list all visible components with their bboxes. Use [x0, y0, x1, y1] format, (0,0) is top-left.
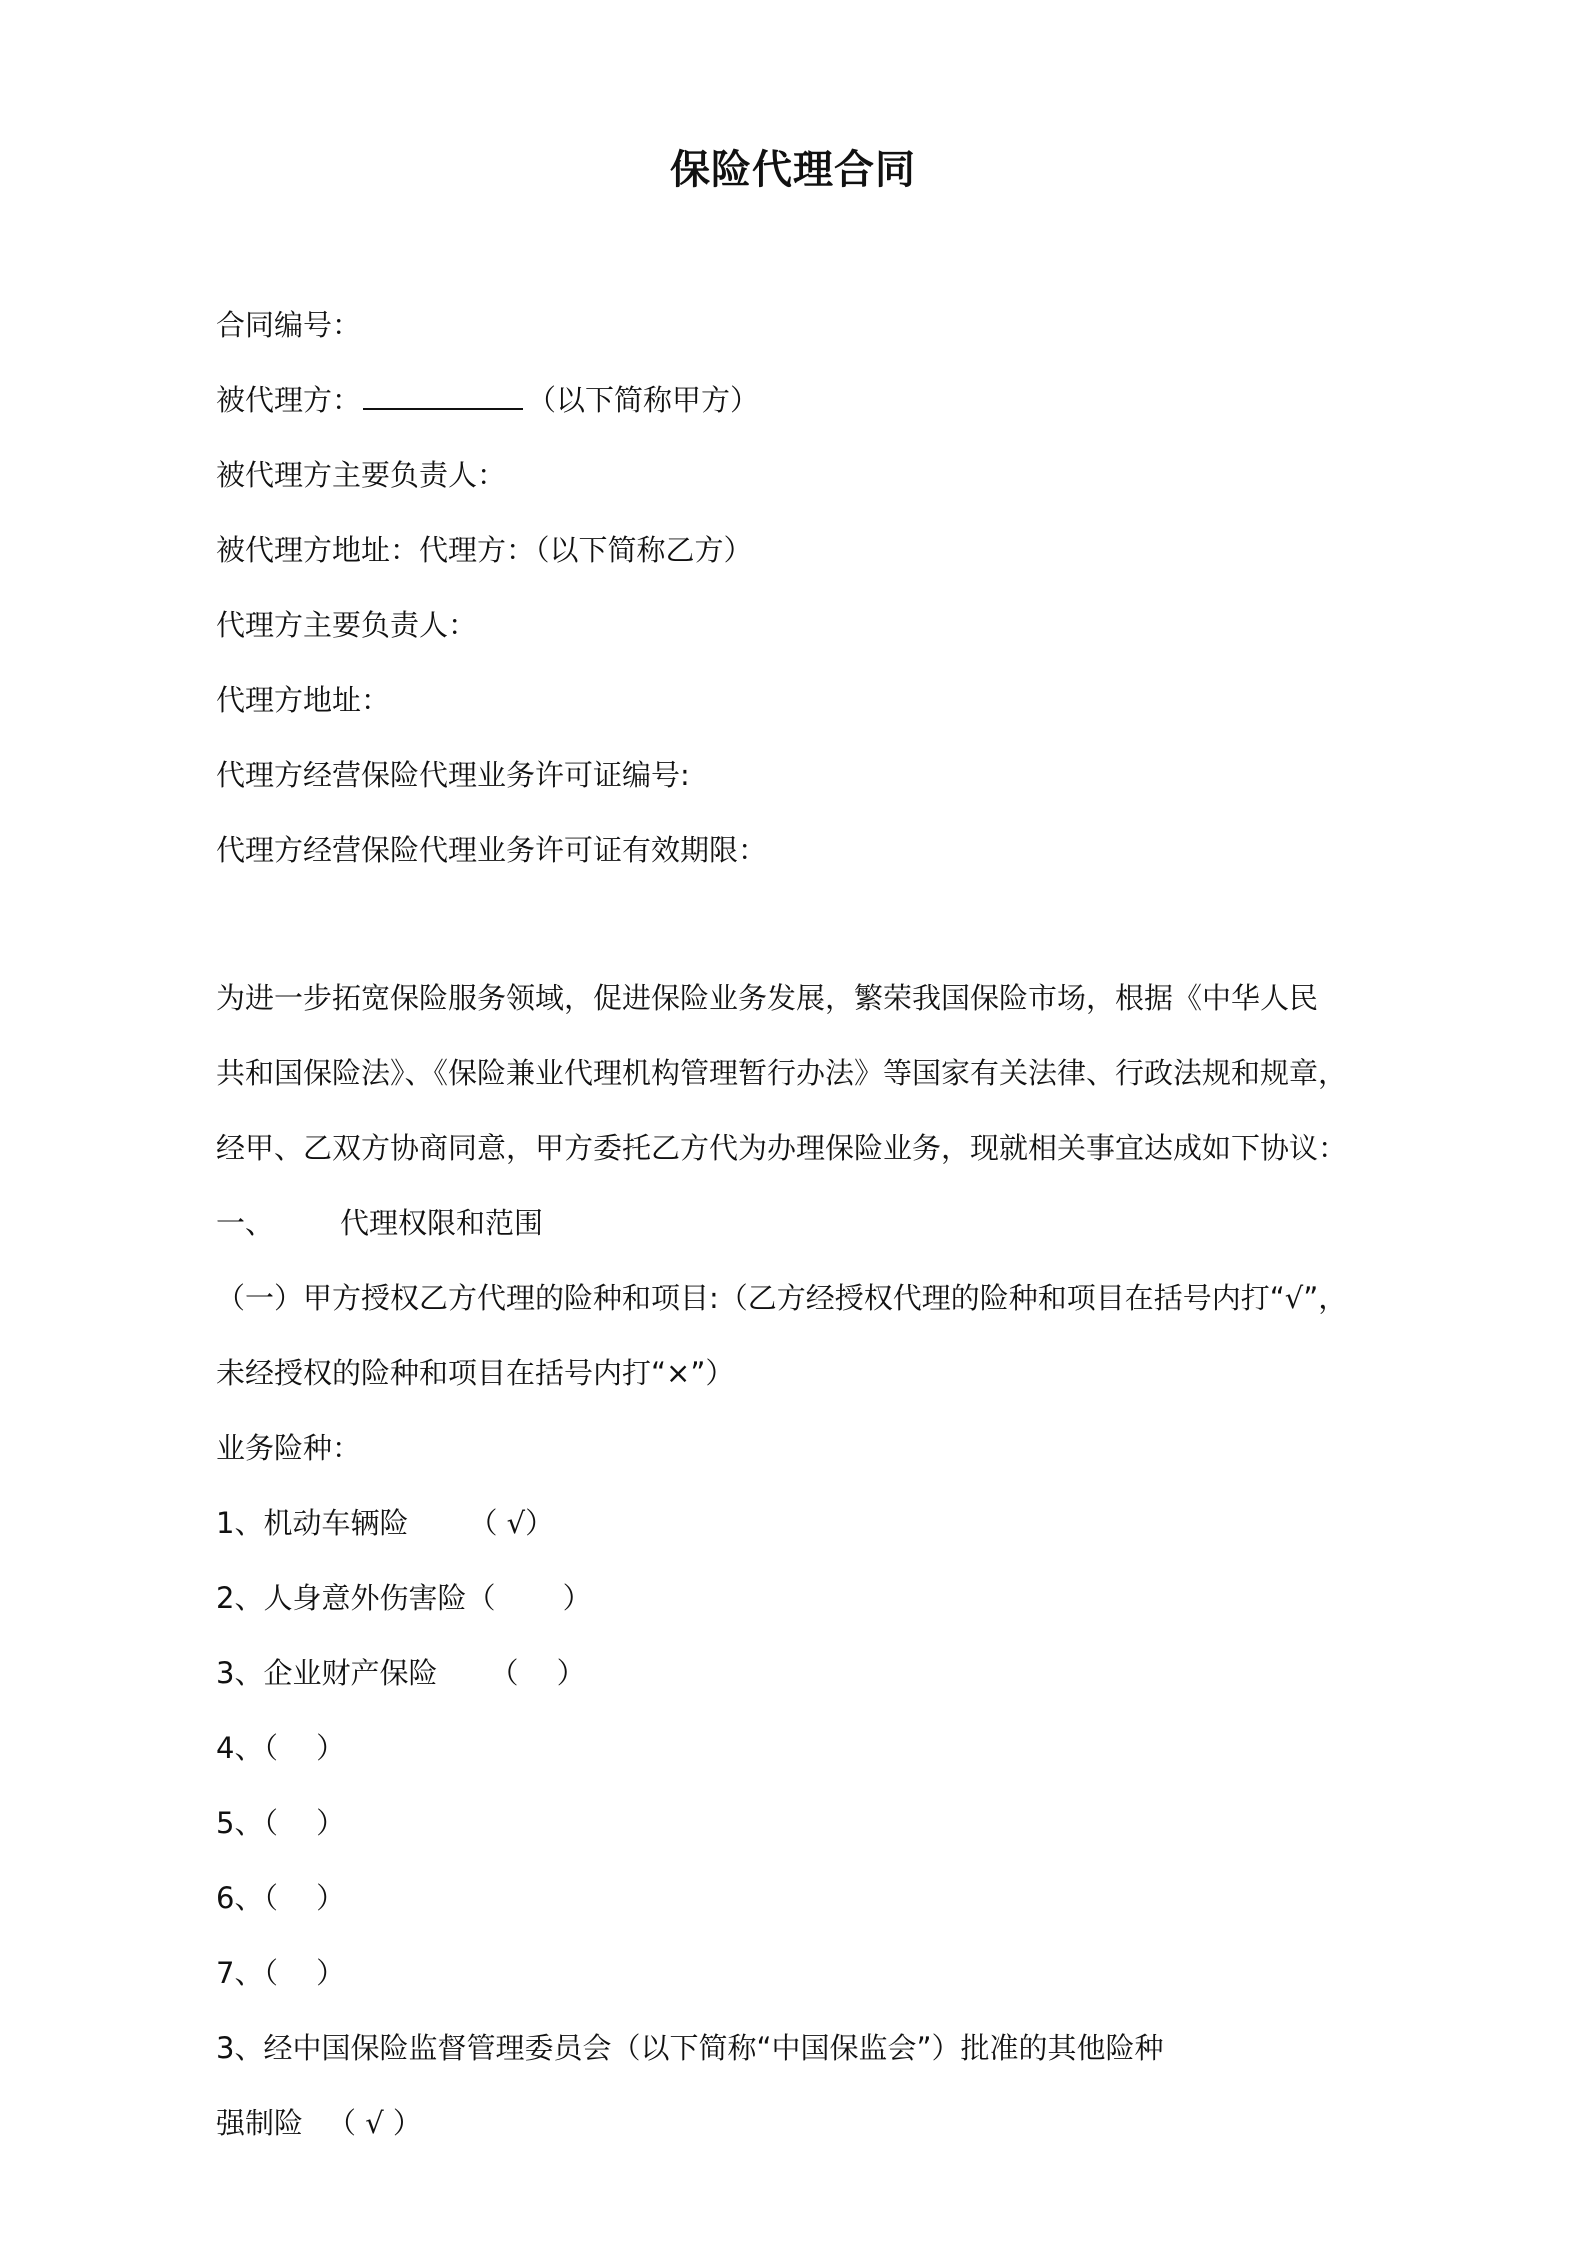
- item-mark: （ √）: [468, 1506, 555, 1540]
- list-item: [216, 1953, 345, 1993]
- agent-address-field: 代理方地址：: [216, 683, 391, 717]
- list-item: [216, 1503, 554, 1543]
- preamble-line: 为进一步拓宽保险服务领域，促进保险业务发展，繁荣我国保险市场，根据《中华人民: [216, 981, 1319, 1015]
- item-label: 5、: [216, 1806, 264, 1840]
- principal-field: [216, 380, 759, 420]
- list-item: [216, 1578, 592, 1618]
- item-mark: （ ）: [263, 1881, 346, 1915]
- item-label: 7、: [216, 1956, 264, 1990]
- list-item: [216, 1728, 345, 1768]
- license-number-field: 代理方经营保险代理业务许可证编号:: [216, 758, 690, 792]
- principal-suffix: （以下简称甲方）: [527, 383, 760, 417]
- preamble-line: 经甲、乙双方协商同意，甲方委托乙方代为办理保险业务，现就相关事宜达成如下协议：: [216, 1131, 1348, 1165]
- section-one-heading: [216, 1203, 543, 1243]
- license-validity-field: 代理方经营保险代理业务许可证有效期限：: [216, 833, 768, 867]
- contract-number-field: 合同编号：: [216, 308, 362, 342]
- compulsory-item: [216, 2103, 422, 2143]
- item-mark: （ ）: [466, 1581, 592, 1615]
- principal-blank-line: [363, 382, 523, 410]
- principal-label: 被代理方：: [216, 383, 362, 417]
- item-mark: （ ）: [263, 1731, 346, 1765]
- item-mark: （ ）: [263, 1956, 346, 1990]
- item-mark: （ ）: [263, 1806, 346, 1840]
- clause-line: （一）甲方授权乙方代理的险种和项目:（乙方经授权代理的险种和项目在括号内打“√”，: [216, 1281, 1348, 1315]
- clause-line: 未经授权的险种和项目在括号内打“×”）: [216, 1356, 735, 1390]
- list-item: [216, 1653, 586, 1693]
- item-label: 强制险: [216, 2106, 304, 2140]
- principal-head-field: 被代理方主要负责人：: [216, 458, 507, 492]
- section-number: 一、: [216, 1206, 275, 1240]
- other-types-line: 3、经中国保险监督管理委员会（以下简称“中国保监会”）批准的其他险种: [216, 2031, 1164, 2065]
- item-label: 1、机动车辆险: [216, 1506, 409, 1540]
- list-item: [216, 1803, 345, 1843]
- section-title: 代理权限和范围: [340, 1206, 544, 1240]
- item-label: 3、企业财产保险: [216, 1656, 438, 1690]
- preamble-line: 共和国保险法》、《保险兼业代理机构管理暂行办法》等国家有关法律、行政法规和规章，: [216, 1056, 1348, 1090]
- list-item: [216, 1878, 345, 1918]
- item-label: 4、: [216, 1731, 264, 1765]
- principal-address-field: 被代理方地址：代理方：（以下简称乙方）: [216, 533, 753, 567]
- agent-head-field: 代理方主要负责人：: [216, 608, 478, 642]
- item-label: 2、人身意外伤害险: [216, 1581, 467, 1615]
- business-types-label: 业务险种：: [216, 1431, 362, 1465]
- document-title: 保险代理合同: [670, 147, 916, 193]
- item-label: 6、: [216, 1881, 264, 1915]
- item-mark: （ ）: [489, 1656, 586, 1690]
- item-mark: （ √ ）: [327, 2106, 422, 2140]
